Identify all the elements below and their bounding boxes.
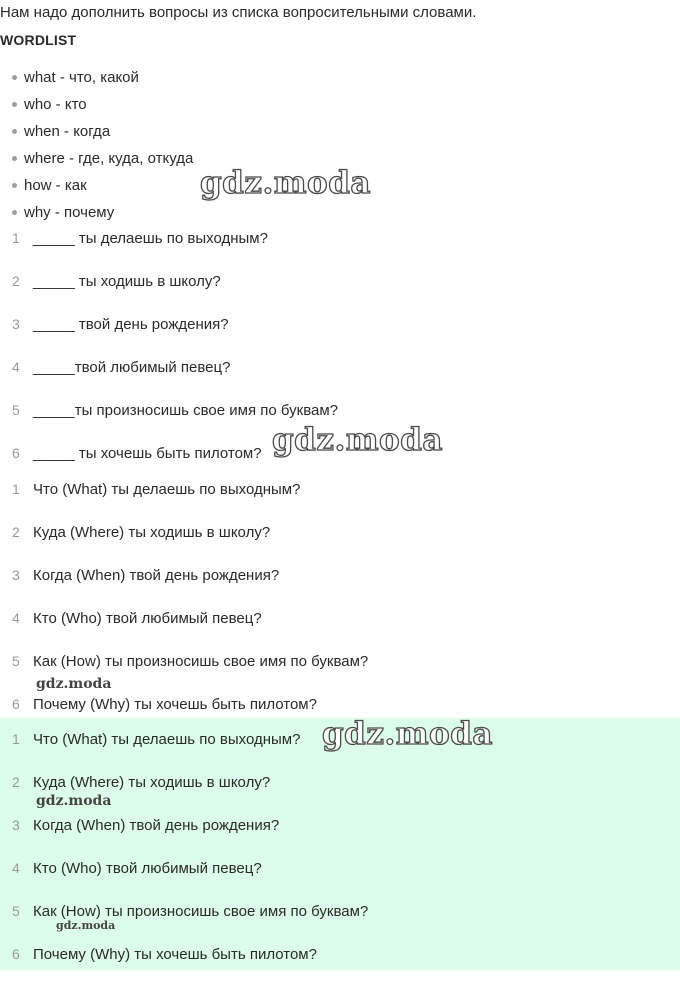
bullet-icon — [12, 156, 17, 161]
highlighted-answer-block — [0, 718, 680, 970]
bullet-icon — [12, 210, 17, 215]
watermark: gdz.moda — [272, 422, 443, 458]
wordlist-item: when - когда — [12, 118, 193, 145]
bullet-icon — [12, 102, 17, 107]
watermark: gdz.moda — [56, 919, 116, 932]
wordlist-item: how - как — [12, 172, 193, 199]
task-instruction: Нам надо дополнить вопросы из списка вопросительными словами. — [0, 4, 477, 21]
watermark: gdz.moda — [36, 676, 112, 692]
watermark: gdz.moda — [322, 716, 493, 752]
bullet-icon — [12, 183, 17, 188]
wordlist-item: who - кто — [12, 91, 193, 118]
wordlist-item: where - где, куда, откуда — [12, 145, 193, 172]
wordlist-title: WORDLIST — [0, 32, 77, 48]
watermark: gdz.moda — [36, 793, 112, 809]
watermark: gdz.moda — [200, 165, 371, 201]
bullet-icon — [12, 129, 17, 134]
bullet-icon — [12, 75, 17, 80]
wordlist — [12, 64, 193, 226]
wordlist-item: what - что, какой — [12, 64, 193, 91]
wordlist-item: why - почему — [12, 199, 193, 226]
